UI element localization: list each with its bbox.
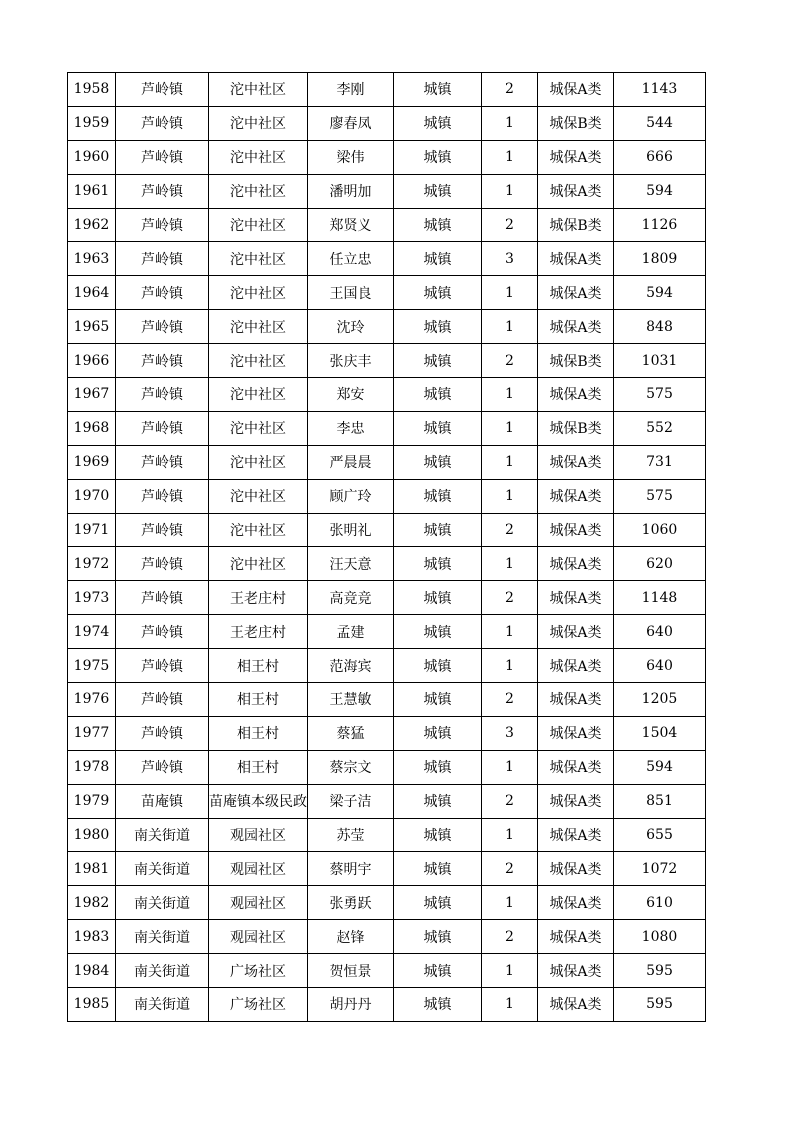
table-row (68, 445, 706, 479)
cell-community: 沱中社区 (209, 174, 308, 208)
cell-town: 芦岭镇 (116, 615, 209, 649)
cell-household-count: 1 (482, 310, 538, 344)
cell-row-number: 1972 (68, 547, 116, 581)
cell-amount: 1148 (614, 581, 706, 615)
cell-area-type: 城镇 (394, 683, 482, 717)
cell-row-number: 1963 (68, 242, 116, 276)
cell-household-count: 1 (482, 818, 538, 852)
cell-area-type: 城镇 (394, 954, 482, 988)
cell-area-type: 城镇 (394, 411, 482, 445)
cell-community: 沱中社区 (209, 140, 308, 174)
cell-area-type: 城镇 (394, 886, 482, 920)
table-row (68, 378, 706, 412)
cell-person-name: 梁伟 (308, 140, 394, 174)
cell-community: 相王村 (209, 750, 308, 784)
cell-town: 南关街道 (116, 886, 209, 920)
cell-assistance-category: 城保B类 (538, 344, 614, 378)
table-row (68, 852, 706, 886)
cell-assistance-category: 城保A类 (538, 716, 614, 750)
cell-area-type: 城镇 (394, 750, 482, 784)
cell-amount: 731 (614, 445, 706, 479)
cell-person-name: 王慧敏 (308, 683, 394, 717)
cell-amount: 595 (614, 988, 706, 1022)
table-row (68, 174, 706, 208)
cell-amount: 640 (614, 615, 706, 649)
cell-town: 芦岭镇 (116, 649, 209, 683)
cell-person-name: 廖春凤 (308, 106, 394, 140)
cell-amount: 1060 (614, 513, 706, 547)
cell-person-name: 张庆丰 (308, 344, 394, 378)
cell-assistance-category: 城保A类 (538, 954, 614, 988)
cell-household-count: 3 (482, 716, 538, 750)
table-row (68, 242, 706, 276)
cell-area-type: 城镇 (394, 920, 482, 954)
cell-household-count: 1 (482, 988, 538, 1022)
cell-area-type: 城镇 (394, 174, 482, 208)
cell-area-type: 城镇 (394, 818, 482, 852)
cell-community: 沱中社区 (209, 106, 308, 140)
table-row (68, 615, 706, 649)
cell-row-number: 1959 (68, 106, 116, 140)
cell-amount: 1205 (614, 683, 706, 717)
cell-town: 芦岭镇 (116, 750, 209, 784)
cell-row-number: 1967 (68, 378, 116, 412)
cell-community: 王老庄村 (209, 581, 308, 615)
cell-person-name: 汪天意 (308, 547, 394, 581)
cell-person-name: 沈玲 (308, 310, 394, 344)
cell-assistance-category: 城保A类 (538, 852, 614, 886)
cell-town: 南关街道 (116, 920, 209, 954)
cell-household-count: 1 (482, 886, 538, 920)
cell-row-number: 1977 (68, 716, 116, 750)
cell-community: 广场社区 (209, 954, 308, 988)
cell-row-number: 1979 (68, 784, 116, 818)
cell-household-count: 1 (482, 106, 538, 140)
cell-community: 沱中社区 (209, 445, 308, 479)
table-row (68, 784, 706, 818)
cell-amount: 640 (614, 649, 706, 683)
cell-town: 南关街道 (116, 818, 209, 852)
cell-community: 观园社区 (209, 818, 308, 852)
cell-assistance-category: 城保A类 (538, 242, 614, 276)
cell-person-name: 梁子洁 (308, 784, 394, 818)
cell-assistance-category: 城保A类 (538, 140, 614, 174)
cell-row-number: 1962 (68, 208, 116, 242)
cell-town: 南关街道 (116, 954, 209, 988)
cell-town: 芦岭镇 (116, 513, 209, 547)
cell-community: 王老庄村 (209, 615, 308, 649)
table-row (68, 276, 706, 310)
cell-community: 观园社区 (209, 886, 308, 920)
cell-assistance-category: 城保B类 (538, 208, 614, 242)
cell-person-name: 蔡猛 (308, 716, 394, 750)
cell-assistance-category: 城保A类 (538, 920, 614, 954)
cell-person-name: 胡丹丹 (308, 988, 394, 1022)
table-row (68, 140, 706, 174)
cell-person-name: 贺恒景 (308, 954, 394, 988)
cell-person-name: 孟建 (308, 615, 394, 649)
cell-person-name: 任立忠 (308, 242, 394, 276)
table-row (68, 411, 706, 445)
cell-household-count: 2 (482, 920, 538, 954)
cell-town: 芦岭镇 (116, 242, 209, 276)
cell-household-count: 2 (482, 73, 538, 107)
cell-assistance-category: 城保A类 (538, 513, 614, 547)
cell-town: 南关街道 (116, 852, 209, 886)
cell-area-type: 城镇 (394, 106, 482, 140)
cell-town: 芦岭镇 (116, 716, 209, 750)
cell-household-count: 1 (482, 276, 538, 310)
cell-household-count: 1 (482, 378, 538, 412)
cell-row-number: 1970 (68, 479, 116, 513)
cell-town: 芦岭镇 (116, 310, 209, 344)
cell-person-name: 顾广玲 (308, 479, 394, 513)
cell-row-number: 1982 (68, 886, 116, 920)
cell-assistance-category: 城保A类 (538, 73, 614, 107)
cell-town: 芦岭镇 (116, 344, 209, 378)
cell-area-type: 城镇 (394, 513, 482, 547)
cell-row-number: 1965 (68, 310, 116, 344)
cell-row-number: 1958 (68, 73, 116, 107)
cell-amount: 544 (614, 106, 706, 140)
table-row (68, 683, 706, 717)
cell-town: 芦岭镇 (116, 547, 209, 581)
cell-row-number: 1960 (68, 140, 116, 174)
table-row (68, 581, 706, 615)
data-table (67, 72, 706, 1022)
cell-town: 芦岭镇 (116, 683, 209, 717)
cell-amount: 575 (614, 378, 706, 412)
cell-person-name: 李忠 (308, 411, 394, 445)
cell-household-count: 1 (482, 479, 538, 513)
cell-town: 芦岭镇 (116, 411, 209, 445)
cell-row-number: 1961 (68, 174, 116, 208)
cell-town: 南关街道 (116, 988, 209, 1022)
cell-amount: 1080 (614, 920, 706, 954)
cell-amount: 594 (614, 174, 706, 208)
cell-person-name: 张勇跃 (308, 886, 394, 920)
cell-community: 广场社区 (209, 988, 308, 1022)
cell-town: 苗庵镇 (116, 784, 209, 818)
cell-household-count: 1 (482, 649, 538, 683)
cell-amount: 1143 (614, 73, 706, 107)
cell-assistance-category: 城保B类 (538, 411, 614, 445)
cell-amount: 1809 (614, 242, 706, 276)
cell-assistance-category: 城保A类 (538, 174, 614, 208)
cell-assistance-category: 城保A类 (538, 750, 614, 784)
cell-row-number: 1980 (68, 818, 116, 852)
cell-person-name: 高竞竞 (308, 581, 394, 615)
table-body (68, 73, 706, 1022)
cell-assistance-category: 城保A类 (538, 445, 614, 479)
table-row (68, 106, 706, 140)
cell-row-number: 1974 (68, 615, 116, 649)
table-row (68, 310, 706, 344)
cell-community: 沱中社区 (209, 378, 308, 412)
cell-community: 沱中社区 (209, 242, 308, 276)
cell-town: 芦岭镇 (116, 140, 209, 174)
cell-amount: 594 (614, 276, 706, 310)
cell-person-name: 王国良 (308, 276, 394, 310)
cell-person-name: 张明礼 (308, 513, 394, 547)
cell-person-name: 严晨晨 (308, 445, 394, 479)
cell-community: 沱中社区 (209, 276, 308, 310)
cell-community: 相王村 (209, 716, 308, 750)
cell-area-type: 城镇 (394, 716, 482, 750)
cell-row-number: 1973 (68, 581, 116, 615)
cell-assistance-category: 城保B类 (538, 106, 614, 140)
cell-area-type: 城镇 (394, 378, 482, 412)
cell-community: 相王村 (209, 683, 308, 717)
cell-town: 芦岭镇 (116, 378, 209, 412)
cell-assistance-category: 城保A类 (538, 581, 614, 615)
cell-amount: 594 (614, 750, 706, 784)
cell-assistance-category: 城保A类 (538, 378, 614, 412)
cell-amount: 620 (614, 547, 706, 581)
cell-person-name: 潘明加 (308, 174, 394, 208)
table-row (68, 988, 706, 1022)
cell-area-type: 城镇 (394, 479, 482, 513)
cell-community: 沱中社区 (209, 208, 308, 242)
cell-amount: 575 (614, 479, 706, 513)
cell-community: 沱中社区 (209, 344, 308, 378)
cell-household-count: 1 (482, 411, 538, 445)
cell-amount: 610 (614, 886, 706, 920)
table-row (68, 750, 706, 784)
cell-area-type: 城镇 (394, 547, 482, 581)
table-row (68, 649, 706, 683)
cell-amount: 851 (614, 784, 706, 818)
cell-person-name: 蔡宗文 (308, 750, 394, 784)
cell-household-count: 1 (482, 547, 538, 581)
cell-amount: 1504 (614, 716, 706, 750)
cell-area-type: 城镇 (394, 649, 482, 683)
cell-amount: 848 (614, 310, 706, 344)
cell-person-name: 李刚 (308, 73, 394, 107)
cell-amount: 1031 (614, 344, 706, 378)
table-row (68, 344, 706, 378)
cell-community: 沱中社区 (209, 73, 308, 107)
cell-person-name: 郑贤义 (308, 208, 394, 242)
cell-town: 芦岭镇 (116, 106, 209, 140)
cell-community: 沱中社区 (209, 547, 308, 581)
cell-community: 沱中社区 (209, 513, 308, 547)
cell-person-name: 郑安 (308, 378, 394, 412)
cell-household-count: 2 (482, 784, 538, 818)
cell-assistance-category: 城保A类 (538, 649, 614, 683)
cell-amount: 552 (614, 411, 706, 445)
cell-community: 观园社区 (209, 852, 308, 886)
cell-community: 苗庵镇本级民政 (209, 784, 308, 818)
cell-row-number: 1968 (68, 411, 116, 445)
cell-amount: 1072 (614, 852, 706, 886)
cell-row-number: 1966 (68, 344, 116, 378)
table-row (68, 479, 706, 513)
cell-area-type: 城镇 (394, 140, 482, 174)
cell-community: 相王村 (209, 649, 308, 683)
table-row (68, 513, 706, 547)
table-row (68, 818, 706, 852)
cell-amount: 666 (614, 140, 706, 174)
table-row (68, 208, 706, 242)
cell-person-name: 苏莹 (308, 818, 394, 852)
cell-area-type: 城镇 (394, 276, 482, 310)
cell-area-type: 城镇 (394, 73, 482, 107)
cell-assistance-category: 城保A类 (538, 784, 614, 818)
cell-assistance-category: 城保A类 (538, 886, 614, 920)
cell-household-count: 2 (482, 208, 538, 242)
cell-amount: 655 (614, 818, 706, 852)
cell-household-count: 1 (482, 140, 538, 174)
table-row (68, 716, 706, 750)
cell-row-number: 1985 (68, 988, 116, 1022)
cell-area-type: 城镇 (394, 344, 482, 378)
cell-row-number: 1969 (68, 445, 116, 479)
cell-area-type: 城镇 (394, 445, 482, 479)
cell-town: 芦岭镇 (116, 174, 209, 208)
cell-area-type: 城镇 (394, 988, 482, 1022)
cell-row-number: 1976 (68, 683, 116, 717)
cell-row-number: 1978 (68, 750, 116, 784)
cell-person-name: 范海宾 (308, 649, 394, 683)
cell-household-count: 1 (482, 445, 538, 479)
table-row (68, 547, 706, 581)
cell-town: 芦岭镇 (116, 208, 209, 242)
cell-person-name: 蔡明宇 (308, 852, 394, 886)
cell-area-type: 城镇 (394, 242, 482, 276)
cell-assistance-category: 城保A类 (538, 276, 614, 310)
cell-row-number: 1981 (68, 852, 116, 886)
cell-community: 沱中社区 (209, 411, 308, 445)
cell-household-count: 1 (482, 954, 538, 988)
cell-community: 观园社区 (209, 920, 308, 954)
cell-row-number: 1971 (68, 513, 116, 547)
cell-assistance-category: 城保A类 (538, 547, 614, 581)
cell-amount: 595 (614, 954, 706, 988)
cell-area-type: 城镇 (394, 310, 482, 344)
cell-area-type: 城镇 (394, 784, 482, 818)
cell-row-number: 1983 (68, 920, 116, 954)
cell-area-type: 城镇 (394, 852, 482, 886)
cell-town: 芦岭镇 (116, 276, 209, 310)
cell-assistance-category: 城保A类 (538, 988, 614, 1022)
cell-household-count: 2 (482, 513, 538, 547)
cell-household-count: 1 (482, 615, 538, 649)
cell-town: 芦岭镇 (116, 479, 209, 513)
cell-assistance-category: 城保A类 (538, 818, 614, 852)
cell-amount: 1126 (614, 208, 706, 242)
cell-assistance-category: 城保A类 (538, 615, 614, 649)
table-row (68, 920, 706, 954)
cell-household-count: 2 (482, 683, 538, 717)
cell-household-count: 2 (482, 852, 538, 886)
cell-area-type: 城镇 (394, 208, 482, 242)
cell-person-name: 赵锋 (308, 920, 394, 954)
cell-community: 沱中社区 (209, 310, 308, 344)
cell-row-number: 1984 (68, 954, 116, 988)
cell-community: 沱中社区 (209, 479, 308, 513)
cell-row-number: 1975 (68, 649, 116, 683)
cell-assistance-category: 城保A类 (538, 310, 614, 344)
cell-assistance-category: 城保A类 (538, 683, 614, 717)
cell-area-type: 城镇 (394, 615, 482, 649)
cell-household-count: 1 (482, 174, 538, 208)
cell-household-count: 3 (482, 242, 538, 276)
cell-row-number: 1964 (68, 276, 116, 310)
cell-area-type: 城镇 (394, 581, 482, 615)
cell-town: 芦岭镇 (116, 445, 209, 479)
cell-household-count: 1 (482, 750, 538, 784)
cell-household-count: 2 (482, 344, 538, 378)
cell-assistance-category: 城保A类 (538, 479, 614, 513)
table-row (68, 954, 706, 988)
cell-household-count: 2 (482, 581, 538, 615)
cell-town: 芦岭镇 (116, 581, 209, 615)
table-row (68, 886, 706, 920)
table-row (68, 73, 706, 107)
cell-town: 芦岭镇 (116, 73, 209, 107)
